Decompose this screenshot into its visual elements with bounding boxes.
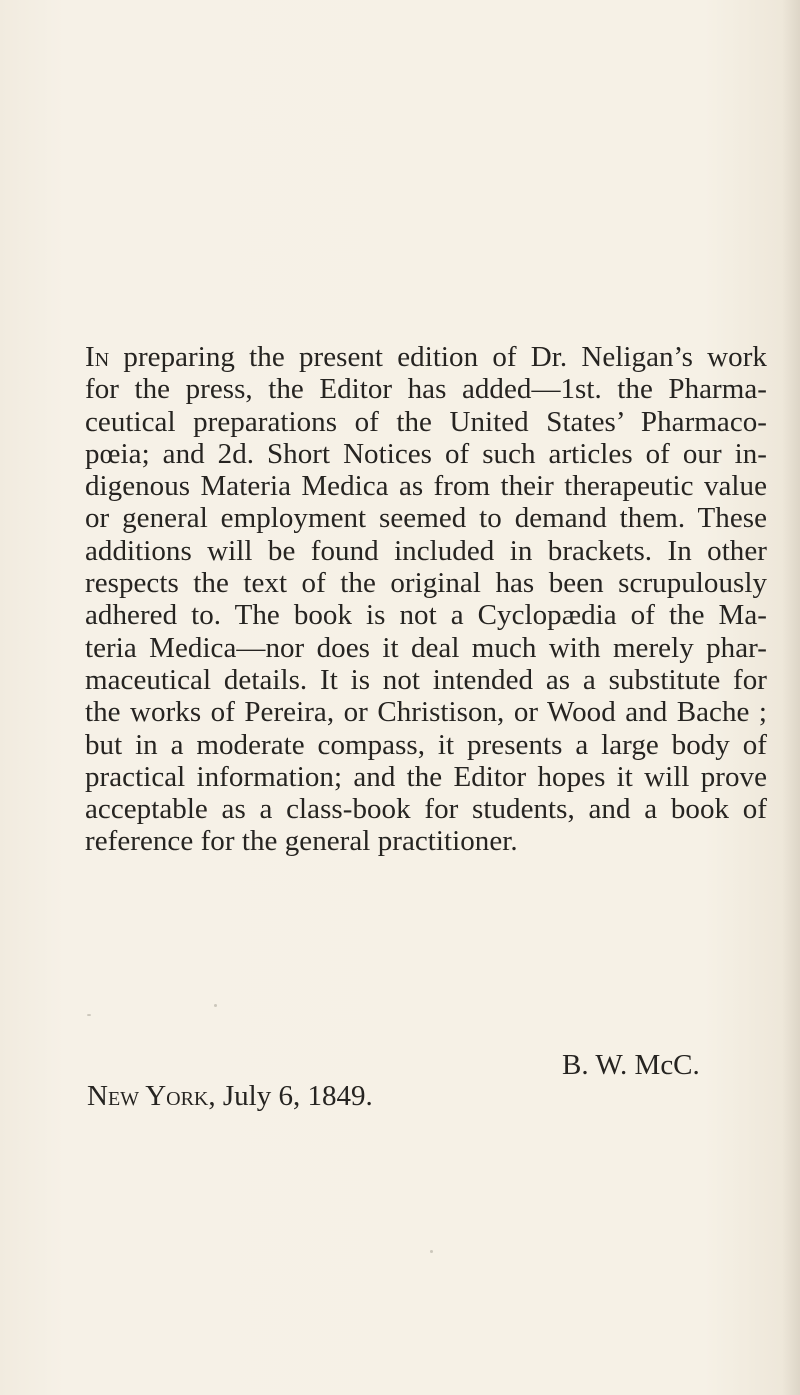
preface-line: ceutical preparations of the United States’ Pharmaco- [85, 405, 767, 438]
preface-line: for the press, the Editor has added—1st. the Pharma- [85, 373, 767, 406]
editor-signature: B. W. McC. [562, 1049, 700, 1081]
preface-line: or general employment seemed to demand them. These [85, 502, 767, 535]
page-edge-shadow [782, 0, 800, 1395]
preface-line: maceutical details. It is not intended as a substitute for [85, 663, 767, 696]
preface-line: reference for the general practitioner. [85, 825, 518, 858]
drop-word: In [85, 341, 110, 373]
preface-line: practical information; and the Editor hopes it will prove [85, 760, 767, 793]
paper-speck [430, 1250, 433, 1253]
preface-line: In preparing the present edition of Dr. Neligan’s work [85, 341, 767, 373]
paper-speck [214, 1004, 217, 1007]
preface-line: digenous Materia Medica as from their therapeutic value [85, 470, 767, 503]
place-date-line [87, 1080, 373, 1112]
preface-line: additions will be found included in brackets. In other [85, 534, 767, 567]
preface-line: adhered to. The book is not a Cyclopædia of the Ma- [85, 599, 767, 632]
preface-paragraph [85, 341, 767, 858]
preface-line: but in a moderate compass, it presents a large body of [85, 728, 767, 761]
preface-line: the works of Pereira, or Christison, or Wood and Bache ; [85, 696, 767, 729]
preface-line: respects the text of the original has been scrupulously [85, 567, 767, 600]
preface-line: pœia; and 2d. Short Notices of such articles of our in- [85, 437, 767, 470]
place-name: New York, [87, 1080, 216, 1112]
preface-line: acceptable as a class-book for students, and a book of [85, 793, 767, 826]
date-text: July 6, 1849. [215, 1080, 373, 1112]
preface-line: teria Medica—nor does it deal much with merely phar- [85, 631, 767, 664]
paper-speck [87, 1014, 91, 1016]
